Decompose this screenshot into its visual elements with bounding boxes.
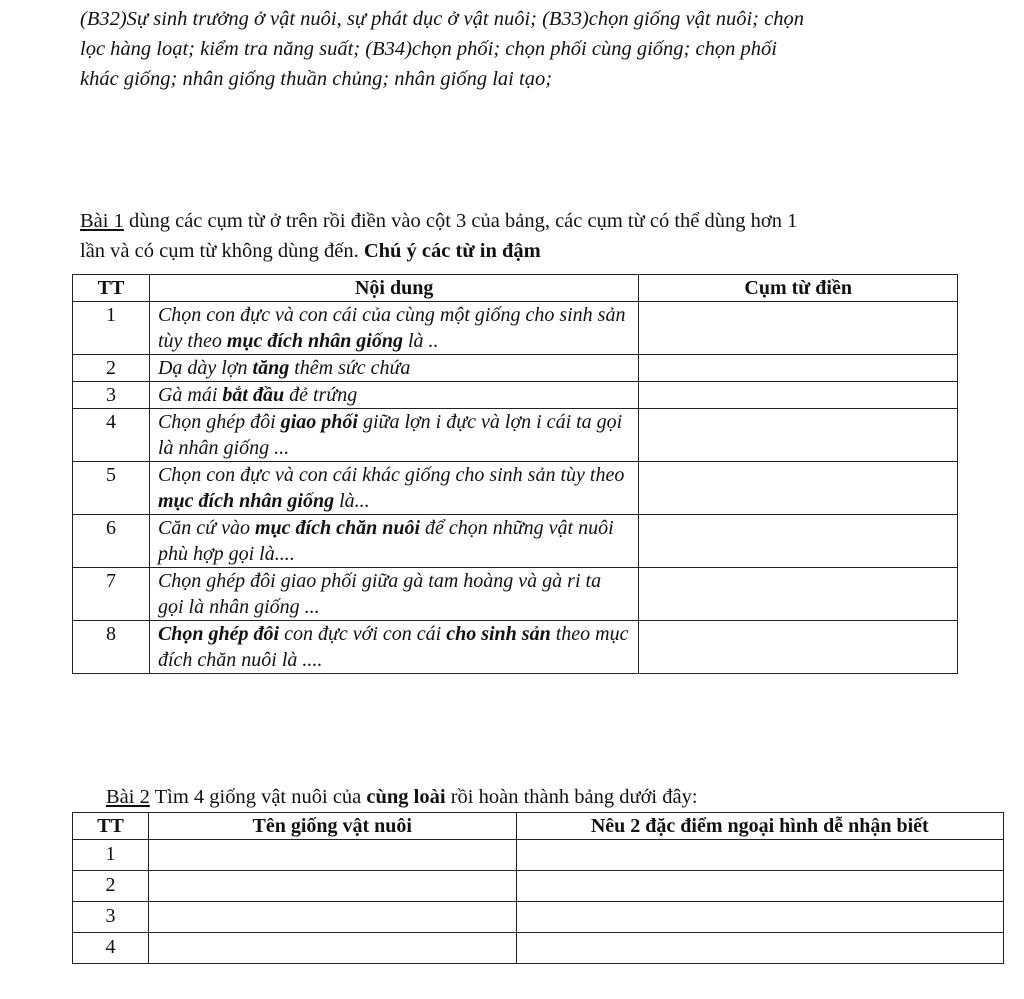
content-text: giữa lợn i đực và lợn i cái ta gọi là nhân giống ... — [157, 411, 623, 459]
row-content — [149, 462, 638, 515]
features-cell[interactable] — [516, 902, 1003, 933]
fill-cell[interactable] — [639, 621, 958, 674]
bai2-label: Bài 2 — [106, 786, 150, 808]
intro-line: lọc hàng loạt; kiểm tra năng suất; (B34)chọn phối; chọn phối cùng giống; chọn phối — [80, 38, 777, 60]
bold-phrase: Chọn ghép đôi — [157, 623, 280, 645]
row-number: 2 — [73, 871, 149, 902]
bold-phrase: giao phối — [280, 411, 358, 433]
row-content — [149, 409, 638, 462]
row-content — [149, 355, 638, 382]
row-number: 4 — [73, 933, 149, 964]
table-row — [73, 355, 958, 382]
header-fill: Cụm từ điền — [639, 275, 958, 302]
bold-phrase: cho sinh sản — [446, 623, 551, 645]
table-row — [73, 462, 958, 515]
content-text: Dạ dày lợn — [157, 357, 253, 379]
content-text: con đực với con cái — [279, 623, 447, 645]
intro-line: khác giống; nhân giống thuần chủng; nhân giống lai tạo; — [80, 68, 553, 90]
bai1-text: dùng các cụm từ ở trên rồi điền vào cột 3 của bảng, các cụm từ có thể dùng hơn 1 — [123, 210, 798, 232]
row-number: 1 — [73, 302, 150, 355]
table-row — [73, 840, 1004, 871]
table-row — [73, 409, 958, 462]
bai1-text: lần và có cụm từ không dùng đến. — [80, 240, 364, 262]
row-number: 4 — [73, 409, 150, 462]
bai1-instruction — [80, 206, 1005, 266]
fill-cell[interactable] — [639, 355, 958, 382]
table-row — [73, 382, 958, 409]
fill-cell[interactable] — [639, 302, 958, 355]
bold-phrase: mục đích chăn nuôi — [254, 517, 421, 539]
content-text: Chọn con đực và con cái khác giống cho sinh sản tùy theo — [157, 464, 625, 486]
fill-cell[interactable] — [639, 462, 958, 515]
table-row — [73, 515, 958, 568]
fill-cell[interactable] — [639, 515, 958, 568]
header-tt: TT — [73, 275, 150, 302]
exercise-2-table — [72, 812, 1004, 964]
header-tt: TT — [73, 813, 149, 840]
bai1-note: Chú ý các từ in đậm — [363, 240, 541, 262]
bai2-instruction — [106, 783, 698, 811]
row-content — [149, 515, 638, 568]
bai1-label: Bài 1 — [80, 210, 124, 232]
row-number: 8 — [73, 621, 150, 674]
breed-name-cell[interactable] — [148, 933, 516, 964]
row-content — [149, 382, 638, 409]
table-header-row — [73, 275, 958, 302]
bold-phrase: tăng — [252, 357, 290, 379]
table-row — [73, 302, 958, 355]
content-text: Chọn con đực và con cái của cùng một giống cho sinh sản tùy theo — [157, 304, 626, 352]
header-content: Nội dung — [149, 275, 638, 302]
content-text: Gà mái — [157, 384, 223, 406]
content-text: thêm sức chứa — [289, 357, 411, 379]
table-row — [73, 902, 1004, 933]
fill-cell[interactable] — [639, 568, 958, 621]
features-cell[interactable] — [516, 871, 1003, 902]
row-content — [149, 302, 638, 355]
row-number: 3 — [73, 382, 150, 409]
breed-name-cell[interactable] — [148, 902, 516, 933]
content-text: là .. — [403, 330, 439, 352]
content-text: Chọn ghép đôi — [157, 411, 281, 433]
content-text: Chọn ghép đôi giao phối giữa gà tam hoàng và gà ri ta gọi là nhân giống ... — [157, 570, 602, 618]
bai2-text: rồi hoàn thành bảng dưới đây: — [445, 786, 698, 808]
bold-phrase: mục đích nhân giống — [157, 490, 335, 512]
header-breed-name: Tên giống vật nuôi — [148, 813, 516, 840]
breed-name-cell[interactable] — [148, 871, 516, 902]
row-number: 7 — [73, 568, 150, 621]
fill-cell[interactable] — [639, 409, 958, 462]
bold-phrase: mục đích nhân giống — [226, 330, 403, 352]
features-cell[interactable] — [516, 933, 1003, 964]
row-number: 6 — [73, 515, 150, 568]
content-text: theo mục đích chăn nuôi là .... — [157, 623, 629, 671]
content-text: Căn cứ vào — [157, 517, 255, 539]
row-number: 5 — [73, 462, 150, 515]
breed-name-cell[interactable] — [148, 840, 516, 871]
table-header-row — [73, 813, 1004, 840]
content-text: để chọn những vật nuôi phù hợp gọi là.... — [157, 517, 614, 565]
exercise-1-table — [72, 274, 958, 674]
bai2-text: Tìm 4 giống vật nuôi của — [149, 786, 367, 808]
row-number: 2 — [73, 355, 150, 382]
row-number: 3 — [73, 902, 149, 933]
content-text: là... — [334, 490, 370, 512]
bold-phrase: bắt đầu — [222, 384, 285, 406]
header-features: Nêu 2 đặc điểm ngoại hình dễ nhận biết — [516, 813, 1003, 840]
row-content — [149, 568, 638, 621]
bai2-bold: cùng loài — [366, 786, 446, 808]
row-number: 1 — [73, 840, 149, 871]
table-row — [73, 568, 958, 621]
row-content — [149, 621, 638, 674]
content-text: đẻ trứng — [284, 384, 358, 406]
table-row — [73, 933, 1004, 964]
intro-line: (B32)Sự sinh trưởng ở vật nuôi, sự phát dục ở vật nuôi; (B33)chọn giống vật nuôi; chọn — [80, 8, 804, 30]
table-row — [73, 621, 958, 674]
fill-cell[interactable] — [639, 382, 958, 409]
table-row — [73, 871, 1004, 902]
intro-text — [80, 4, 1005, 94]
features-cell[interactable] — [516, 840, 1003, 871]
